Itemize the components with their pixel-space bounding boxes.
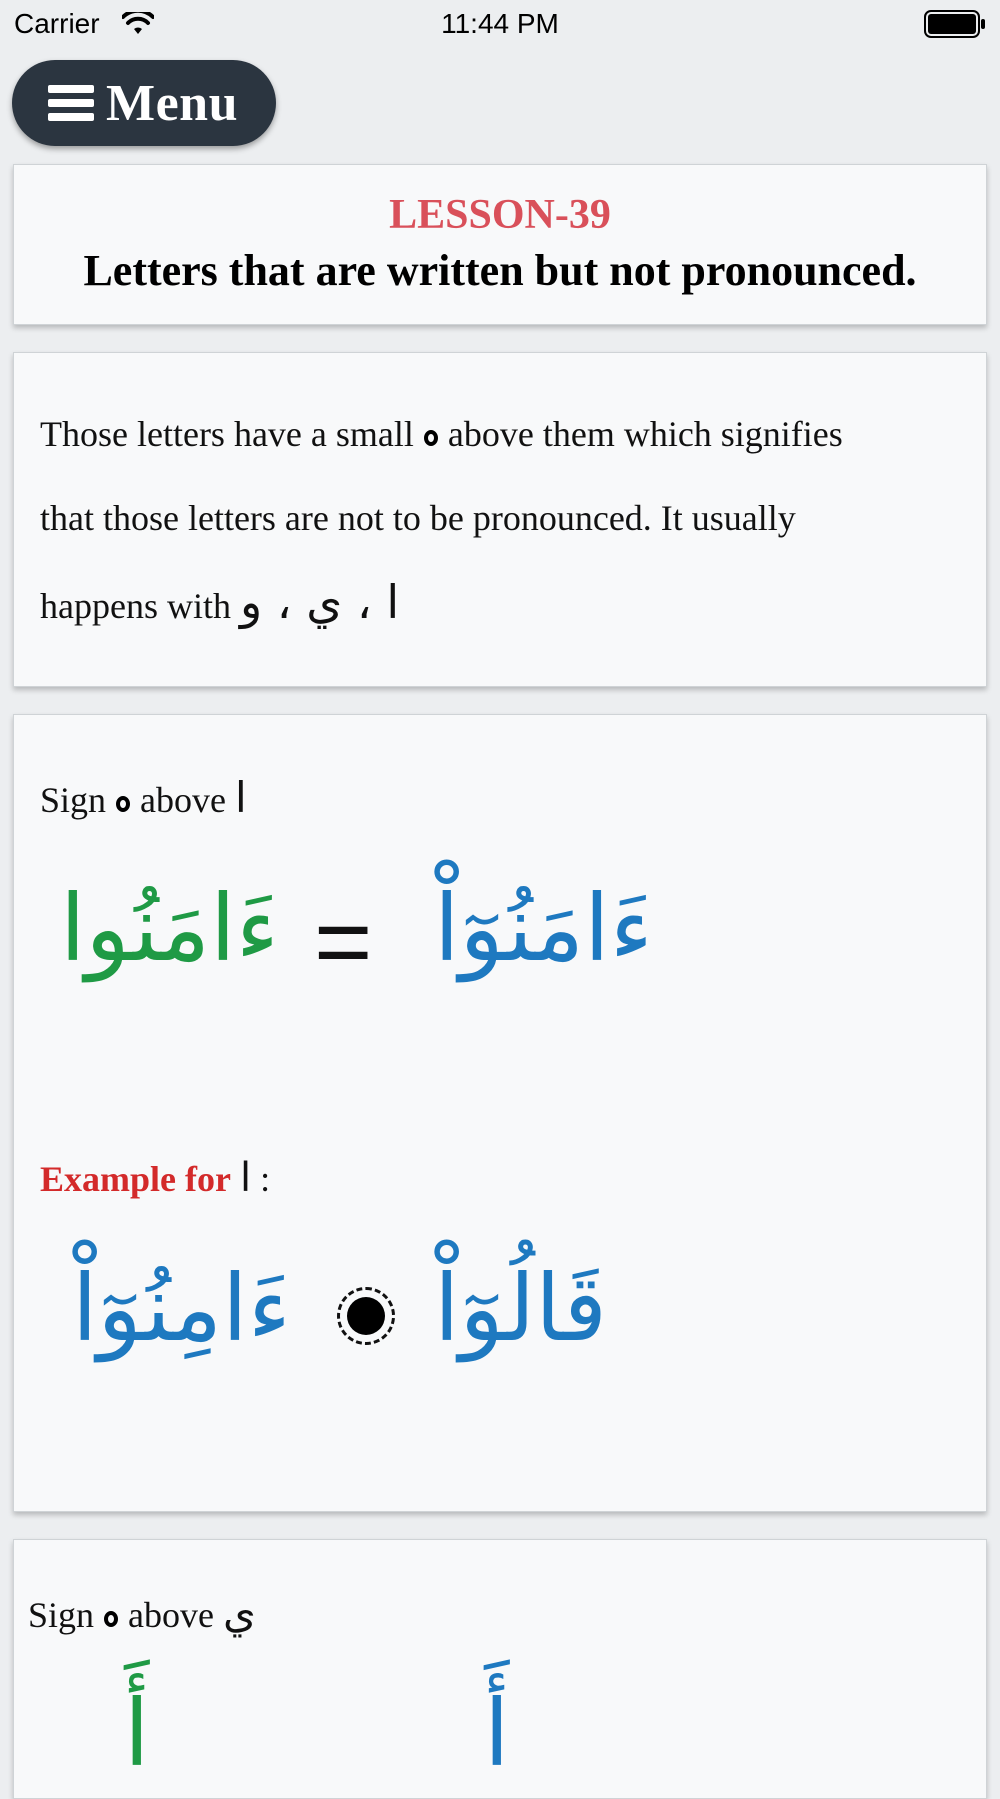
lesson-header-card [13, 164, 987, 325]
alif-section-card [13, 714, 987, 1512]
alif-sign-heading [40, 773, 247, 822]
example-label [40, 1155, 270, 1201]
example-colon: : [260, 1159, 271, 1199]
example-word-left: ءَامِنُوٓاْ [72, 1255, 291, 1362]
equation-left-word: ءَامَنُوا [60, 875, 279, 982]
lesson-title: Letters that are written but not pronounced. [83, 246, 917, 295]
intro-line-3 [40, 575, 399, 629]
example-text: Example for [40, 1159, 231, 1199]
menu-label: Menu [106, 74, 238, 132]
intro-line1-after: above them which signifies [447, 414, 843, 454]
above-word: above [140, 780, 226, 820]
status-time: 11:44 PM [441, 8, 559, 39]
battery-icon [924, 10, 986, 38]
sukun-icon [424, 430, 438, 446]
intro-line-1 [40, 413, 843, 455]
sign-word: Sign [40, 780, 107, 820]
example-word-right: قَالُوٓاْ [434, 1255, 608, 1362]
carrier-label: Carrier [14, 8, 100, 39]
alif-letter: ا [235, 773, 247, 822]
ya-equation-left-word: أَ [124, 1680, 150, 1787]
intro-letters: ا ، ي ، و [239, 575, 400, 629]
ya-letter: ي [223, 1588, 256, 1637]
status-bar [0, 0, 1000, 50]
intro-card [13, 352, 987, 687]
separator-dot-icon [337, 1287, 395, 1345]
intro-line1-before: Those letters have a small [40, 414, 414, 454]
lesson-number: LESSON-39 [389, 192, 611, 238]
equals-sign: = [314, 886, 373, 998]
example-letter: ا [239, 1155, 252, 1201]
intro-line-2: that those letters are not to be pronounced. It usually [40, 498, 796, 538]
equation-right-word: ءَامَنُوٓاْ [434, 875, 653, 982]
menu-button[interactable] [12, 60, 276, 146]
above-word: above [128, 1595, 214, 1635]
hamburger-icon [48, 83, 94, 123]
sukun-icon [104, 1611, 118, 1627]
ya-sign-heading [28, 1588, 256, 1637]
ya-section-card [13, 1539, 987, 1799]
ya-equation-right-word: أَ [484, 1680, 510, 1787]
intro-line3-before: happens with [40, 586, 231, 626]
sukun-icon [116, 796, 130, 812]
sign-word: Sign [28, 1595, 95, 1635]
